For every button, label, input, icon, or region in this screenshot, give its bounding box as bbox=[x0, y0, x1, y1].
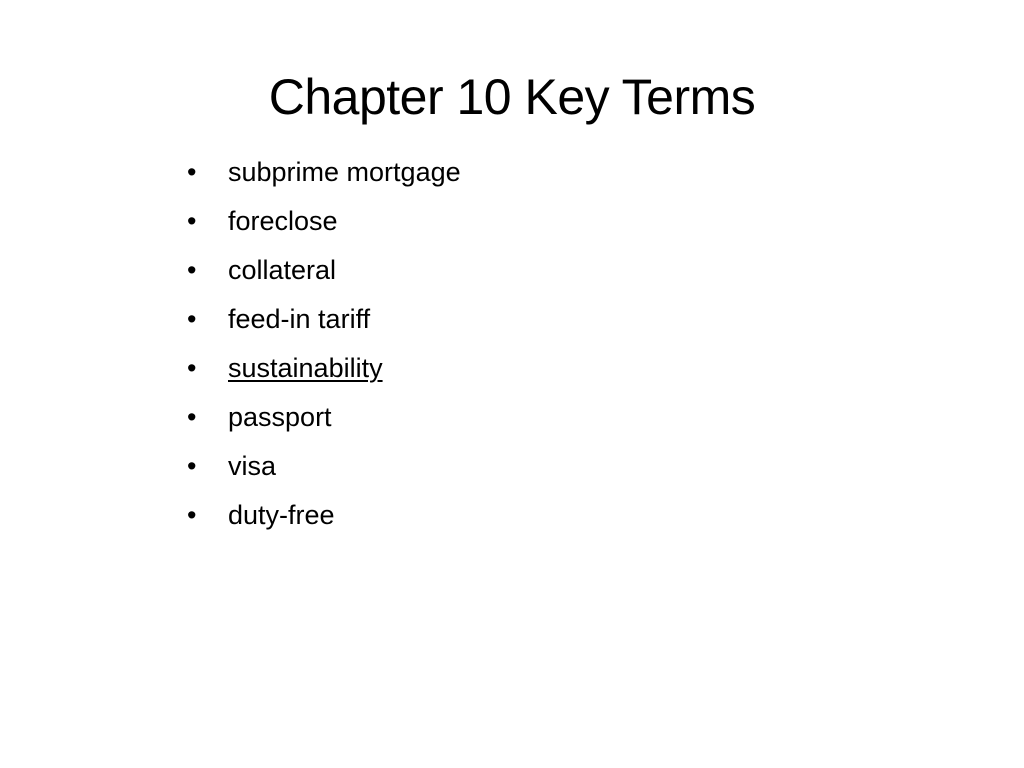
term-collateral: collateral bbox=[228, 255, 337, 285]
list-item bbox=[187, 395, 461, 444]
bullet-icon: • bbox=[187, 451, 197, 481]
bullet-icon: • bbox=[187, 206, 197, 236]
bullet-icon: • bbox=[187, 304, 197, 334]
term-sustainability-link[interactable]: sustainability bbox=[228, 353, 383, 383]
slide-title: Chapter 10 Key Terms bbox=[268, 69, 756, 125]
list-item bbox=[187, 150, 461, 199]
bullet-icon: • bbox=[187, 500, 197, 530]
term-feed-in-tariff: feed-in tariff bbox=[228, 304, 371, 334]
list-item bbox=[187, 444, 461, 493]
term-visa: visa bbox=[228, 451, 277, 481]
key-terms-list bbox=[187, 150, 461, 542]
list-item bbox=[187, 493, 461, 542]
term-subprime-mortgage: subprime mortgage bbox=[228, 157, 461, 187]
term-foreclose: foreclose bbox=[228, 206, 338, 236]
list-item bbox=[187, 346, 461, 395]
bullet-icon: • bbox=[187, 353, 197, 383]
bullet-icon: • bbox=[187, 255, 197, 285]
term-passport: passport bbox=[228, 402, 332, 432]
list-item bbox=[187, 297, 461, 346]
list-item bbox=[187, 248, 461, 297]
term-duty-free: duty-free bbox=[228, 500, 335, 530]
bullet-icon: • bbox=[187, 157, 197, 187]
bullet-icon: • bbox=[187, 402, 197, 432]
list-item bbox=[187, 199, 461, 248]
